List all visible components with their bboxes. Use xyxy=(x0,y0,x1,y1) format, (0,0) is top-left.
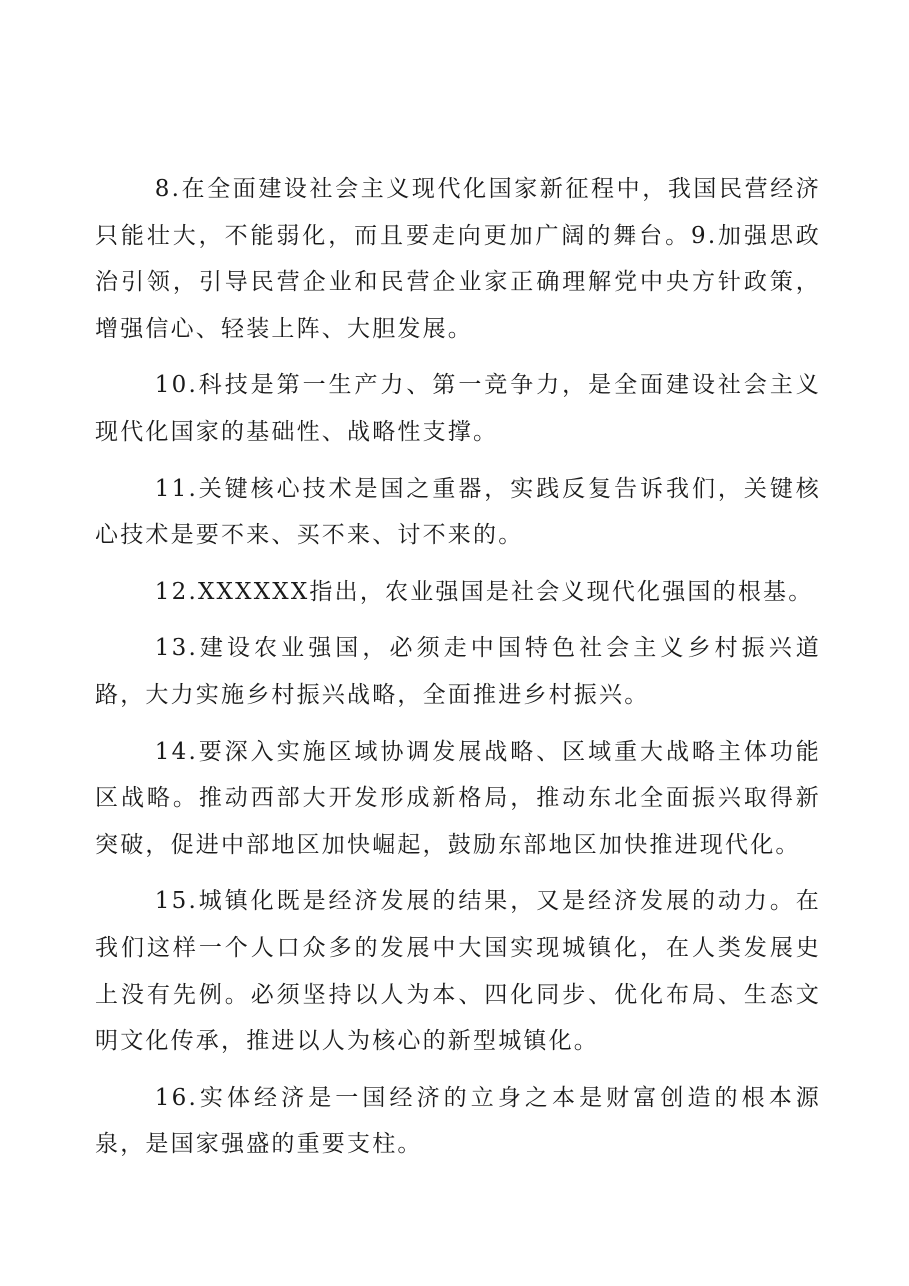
paragraph-15: 15.城镇化既是经济发展的结果，又是经济发展的动力。在我们这样一个人口众多的发展中大国实现城镇化，在人类发展史上没有先例。必须坚持以人为本、四化同步、优化布局、生态文明文化传承，推进以人为核心的新型城镇化。 xyxy=(95,888,821,1055)
paragraph-14: 14.要深入实施区域协调发展战略、区域重大战略主体功能区战略。推动西部大开发形成新格局，推动东北全面振兴取得新突破，促进中部地区加快崛起，鼓励东部地区加快推进现代化。 xyxy=(95,738,821,858)
document-body xyxy=(95,166,821,1178)
paragraph-8: 8.在全面建设社会主义现代化国家新征程中，我国民营经济只能壮大，不能弱化，而且要走向更加广阔的舞台。9.加强思政治引领，引导民营企业和民营企业家正确理解党中央方针政策，增强信心、轻装上阵、大胆发展。 xyxy=(95,176,821,342)
paragraph-16: 16.实体经济是一国经济的立身之本是财富创造的根本源泉，是国家强盛的重要支柱。 xyxy=(95,1084,821,1158)
paragraph-11: 11.关键核心技术是国之重器，实践反复告诉我们，关键核心技术是要不来、买不来、讨不来的。 xyxy=(95,475,821,549)
paragraph-12: 12.XXXXXX指出，农业强国是社会义现代化强国的根基。 xyxy=(154,578,814,605)
paragraph-13: 13.建设农业强国，必须走中国特色社会主义乡村振兴道路，大力实施乡村振兴战略，全面推进乡村振兴。 xyxy=(95,635,821,708)
paragraph-10: 10.科技是第一生产力、第一竞争力，是全面建设社会主义现代化国家的基础性、战略性支撑。 xyxy=(95,372,821,445)
